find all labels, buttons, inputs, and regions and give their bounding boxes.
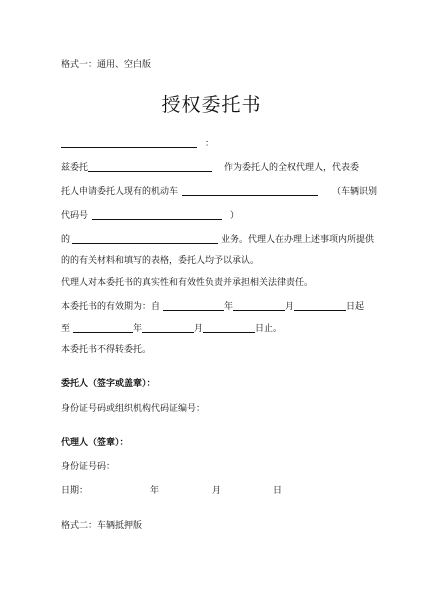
- date-month-label: 月: [212, 486, 222, 496]
- vin-blank[interactable]: [92, 209, 222, 220]
- end-day-label: 日止。: [255, 324, 283, 334]
- date-label: 日期：: [61, 486, 89, 496]
- start-month-blank[interactable]: [233, 300, 285, 311]
- p1-line3-prefix: 代码号: [61, 211, 89, 221]
- end-day-blank[interactable]: [203, 322, 255, 333]
- p1-line4-suffix: 业务。代理人在办理上述事项内所提供: [221, 235, 375, 245]
- p1-line4-prefix: 的: [61, 235, 71, 245]
- end-year-label: 年: [133, 324, 143, 334]
- start-day-label: 日起: [346, 302, 365, 312]
- name-blank[interactable]: [61, 137, 197, 148]
- principal-id-label: 身份证号码或组织机构代码证编号：: [61, 404, 206, 414]
- end-year-blank[interactable]: [73, 322, 133, 333]
- format-two-label: 格式二：车辆抵押版: [61, 521, 143, 531]
- validity-row-end: [61, 322, 282, 335]
- name-blank-row: [61, 137, 214, 150]
- p1-line6: 代理人对本委托书的真实性和有效性负责并承担相关法律责任。: [61, 278, 314, 288]
- p1-line1: [61, 161, 359, 174]
- document-title: 授权委托书: [161, 94, 262, 116]
- date-day-label: 日: [273, 486, 283, 496]
- p1-line2: [61, 185, 377, 198]
- start-day-blank[interactable]: [294, 300, 346, 311]
- validity-prefix: 本委托书的有效期为：自: [61, 302, 161, 312]
- vehicle-blank[interactable]: [182, 185, 318, 196]
- format-one-label: 格式一：通用、空白版: [61, 60, 152, 70]
- start-year-label: 年: [224, 302, 234, 312]
- p1-line1-suffix: 作为委托人的全权代理人，代表委: [224, 163, 360, 173]
- validity-to: 至: [61, 324, 71, 334]
- p1-line2-suffix: （车辆识别: [332, 187, 378, 197]
- p1-line2-prefix: 托人申请委托人现有的机动车: [61, 187, 179, 197]
- date-year-label: 年: [150, 486, 160, 496]
- p1-line5: 的的有关材料和填写的表格，委托人均予以承认。: [61, 256, 260, 266]
- end-month-blank[interactable]: [142, 322, 194, 333]
- start-year-blank[interactable]: [163, 300, 224, 311]
- start-month-label: 月: [285, 302, 295, 312]
- agent-id-label: 身份证号码：: [61, 462, 116, 472]
- p1-line1-prefix: 兹委托: [61, 163, 89, 173]
- no-transfer-note: 本委托书不得转委托。: [61, 345, 152, 355]
- end-month-label: 月: [194, 324, 204, 334]
- agent-heading: 代理人（签章）：: [61, 438, 129, 448]
- p1-line4: [61, 233, 374, 246]
- business-blank[interactable]: [72, 233, 218, 244]
- principal-heading: 委托人（签字或盖章）：: [61, 379, 156, 389]
- p1-line3: [61, 209, 239, 222]
- p1-line3-suffix: ）: [230, 211, 240, 221]
- agent-name-blank[interactable]: [88, 161, 212, 172]
- validity-row-start: [61, 300, 364, 313]
- name-blank-colon: ：: [205, 139, 215, 149]
